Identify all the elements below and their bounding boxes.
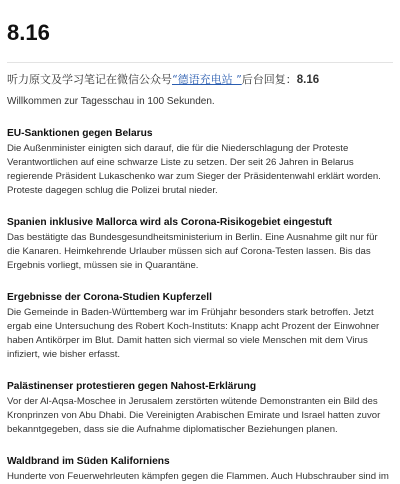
section-heading: Palästinenser protestieren gegen Nahost-Erklärung (7, 381, 257, 392)
section-heading: Ergebnisse der Corona-Studien Kupferzell (7, 292, 212, 303)
page-title: 8.16 (7, 20, 50, 45)
hint-code: 8.16 (296, 74, 320, 86)
news-section (7, 380, 393, 437)
section-text: Die Gemeinde in Baden-Württemberg war im Frühjahr besonders stark betroffen. Jetzt ergab eine Untersuchung des Robert Koch-Instituts: Knapp acht Prozent der Einwohner haben Antikörper im Blut. Damit hatten sich viermal so viele Menschen mit dem Virus infiziert, wie bisher erfasst. (7, 307, 380, 360)
hint-suffix: 后台回复： (241, 73, 297, 86)
section-text: Hunderte von Feuerwehrleuten kämpfen gegen die Flammen. Auch Hubschrauber sind im (7, 471, 389, 482)
intro-text: Willkommen zur Tagesschau in 100 Sekunden. (7, 96, 215, 107)
section-text: Das bestätigte das Bundesgesundheitsministerium in Berlin. Eine Ausnahme gilt nur für die Kanaren. Heimkehrende Urlauber müssen sich auf Corona-Testen lassen. Bis das Ergebnis vorliegt, müssen sie in Quarantäne. (7, 232, 378, 271)
news-section (7, 455, 393, 484)
section-heading: EU-Sanktionen gegen Belarus (7, 128, 153, 139)
news-section (7, 127, 393, 198)
title-divider (7, 62, 393, 63)
section-heading: Waldbrand im Süden Kaliforniens (7, 456, 170, 467)
news-section (7, 291, 393, 362)
section-heading: Spanien inklusive Mallorca wird als Corona-Risikogebiet eingestuft (7, 217, 332, 228)
section-text: Vor der Al-Aqsa-Moschee in Jerusalem zerstörten wütende Demonstranten ein Bild des Kronprinzen von Abu Dhabi. Die Vereinigten Arabischen Emirate und Israel hatten zuvor bekanntgegeben, dass sie die Aufnahme diplomatischer Beziehungen planen. (7, 396, 381, 435)
wechat-hint (7, 71, 393, 89)
section-text: Die Außenminister einigten sich darauf, die für die Niederschlagung der Proteste Verantwortlichen auf eine schwarze Liste zu setzen. Der seit 26 Jahren in Belarus regierende Präsident Lukaschenko war zum Sieger der Präsidentenwahl erklärt worden. Proteste dagegen schlug die Polizei brutal nieder. (7, 143, 381, 196)
hint-prefix: 听力原文及学习笔记在微信公众号 (7, 73, 172, 86)
news-section (7, 216, 393, 273)
wechat-account-link[interactable]: “德语充电站 ” (172, 73, 242, 86)
